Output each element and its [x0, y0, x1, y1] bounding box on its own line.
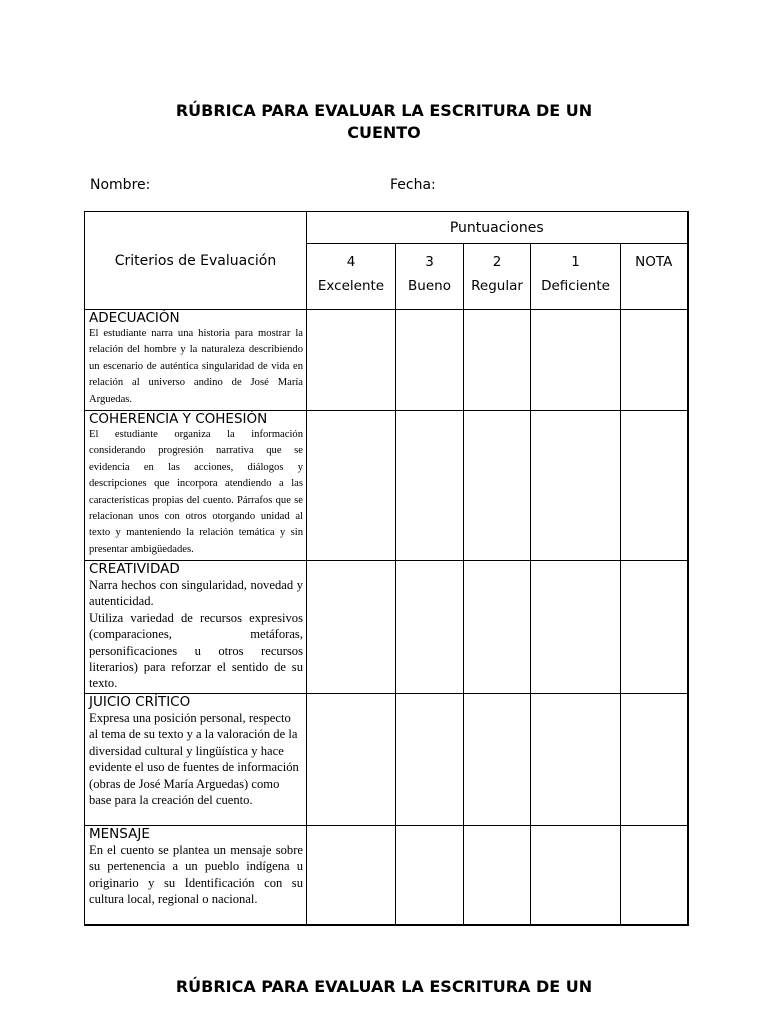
nombre-label: Nombre: — [90, 177, 151, 193]
criterion-cell — [85, 411, 307, 561]
criterion-description: En el cuento se plantea un mensaje sobre su pertenencia a un pueblo indígena u originario y su Identificación con su cultura local, regional o nacional. — [89, 843, 303, 907]
score-label: Regular — [471, 278, 523, 294]
score-header-4 — [307, 244, 396, 310]
score-cell-4[interactable] — [307, 310, 396, 411]
rubric-table — [84, 211, 689, 926]
criterion-description: El estudiante narra una historia para mostrar la relación del hombre y la naturaleza describiendo un escenario de auténtica singularidad de vida en relación al universo andino de José María Arguedas. — [89, 328, 303, 405]
nota-label: NOTA — [635, 254, 673, 270]
table-row — [85, 694, 688, 826]
score-cell-2[interactable] — [464, 310, 531, 411]
score-cell-2[interactable] — [464, 561, 531, 694]
criterion-title: JUICIO CRÍTICO — [89, 694, 191, 710]
score-cell-4[interactable] — [307, 411, 396, 561]
footer-title: RÚBRICA PARA EVALUAR LA ESCRITURA DE UN — [175, 977, 593, 996]
nota-cell[interactable] — [621, 561, 688, 694]
score-cell-4[interactable] — [307, 561, 396, 694]
table-row — [85, 310, 688, 411]
criterion-title: MENSAJE — [89, 826, 150, 842]
score-cell-3[interactable] — [396, 694, 464, 826]
criterion-title: ADECUACIÓN — [89, 310, 180, 326]
score-cell-1[interactable] — [531, 694, 621, 826]
criterion-cell — [85, 310, 307, 411]
criterion-cell — [85, 694, 307, 826]
score-cell-4[interactable] — [307, 694, 396, 826]
criterion-cell — [85, 826, 307, 925]
table-row — [85, 411, 688, 561]
nota-header — [621, 244, 688, 310]
criterion-description: Narra hechos con singularidad, novedad y autenticidad. — [89, 578, 303, 609]
score-value: 3 — [425, 254, 434, 270]
nota-cell[interactable] — [621, 411, 688, 561]
criterion-title: CREATIVIDAD — [89, 561, 180, 577]
criterion-description: El estudiante organiza la información considerando progresión narrativa que se evidencia en las acciones, diálogos y descripciones que incorpora atendiendo a las características propias del cuento. Párrafos que se relacionan unos con otros otorgando unidad al texto y manteniendo la relación temática y sin presentar ambigüedades. — [89, 429, 303, 555]
criterion-cell — [85, 561, 307, 694]
page-title-line2: CUENTO — [347, 123, 421, 142]
criterios-header: Criterios de Evaluación — [85, 212, 307, 310]
score-cell-1[interactable] — [531, 411, 621, 561]
score-cell-1[interactable] — [531, 310, 621, 411]
page-title-line1: RÚBRICA PARA EVALUAR LA ESCRITURA DE UN — [175, 101, 593, 120]
fecha-label: Fecha: — [390, 177, 436, 193]
score-value: 1 — [571, 254, 580, 270]
nota-cell[interactable] — [621, 826, 688, 925]
criterion-description: Expresa una posición personal, respecto al tema de su texto y a la valoración de la diversidad cultural y lingüística y hace evidente el uso de fuentes de información (obras de José María Arguedas) como base para la creación del cuento. — [89, 711, 299, 808]
score-cell-4[interactable] — [307, 826, 396, 925]
score-cell-2[interactable] — [464, 826, 531, 925]
score-cell-3[interactable] — [396, 826, 464, 925]
score-value: 4 — [346, 254, 356, 270]
score-cell-1[interactable] — [531, 826, 621, 925]
nota-cell[interactable] — [621, 310, 688, 411]
table-row — [85, 561, 688, 694]
score-cell-3[interactable] — [396, 561, 464, 694]
page-title — [0, 100, 768, 144]
score-header-3 — [396, 244, 464, 310]
puntuaciones-header: Puntuaciones — [307, 212, 688, 244]
criterion-title: COHERENCIA Y COHESIÓN — [89, 411, 268, 427]
score-cell-1[interactable] — [531, 561, 621, 694]
score-cell-2[interactable] — [464, 694, 531, 826]
score-label: Bueno — [408, 278, 451, 294]
score-cell-3[interactable] — [396, 310, 464, 411]
score-header-1 — [531, 244, 621, 310]
score-label: Deficiente — [541, 278, 610, 294]
table-row — [85, 826, 688, 925]
score-cell-3[interactable] — [396, 411, 464, 561]
score-label: Excelente — [317, 278, 385, 294]
score-header-2 — [464, 244, 531, 310]
score-value: 2 — [492, 254, 502, 270]
score-cell-2[interactable] — [464, 411, 531, 561]
criterion-description-2: Utiliza variedad de recursos expresivos (comparaciones, metáforas, personificaciones u otros recursos literarios) para reforzar el sentido de su texto. — [89, 610, 303, 691]
nota-cell[interactable] — [621, 694, 688, 826]
